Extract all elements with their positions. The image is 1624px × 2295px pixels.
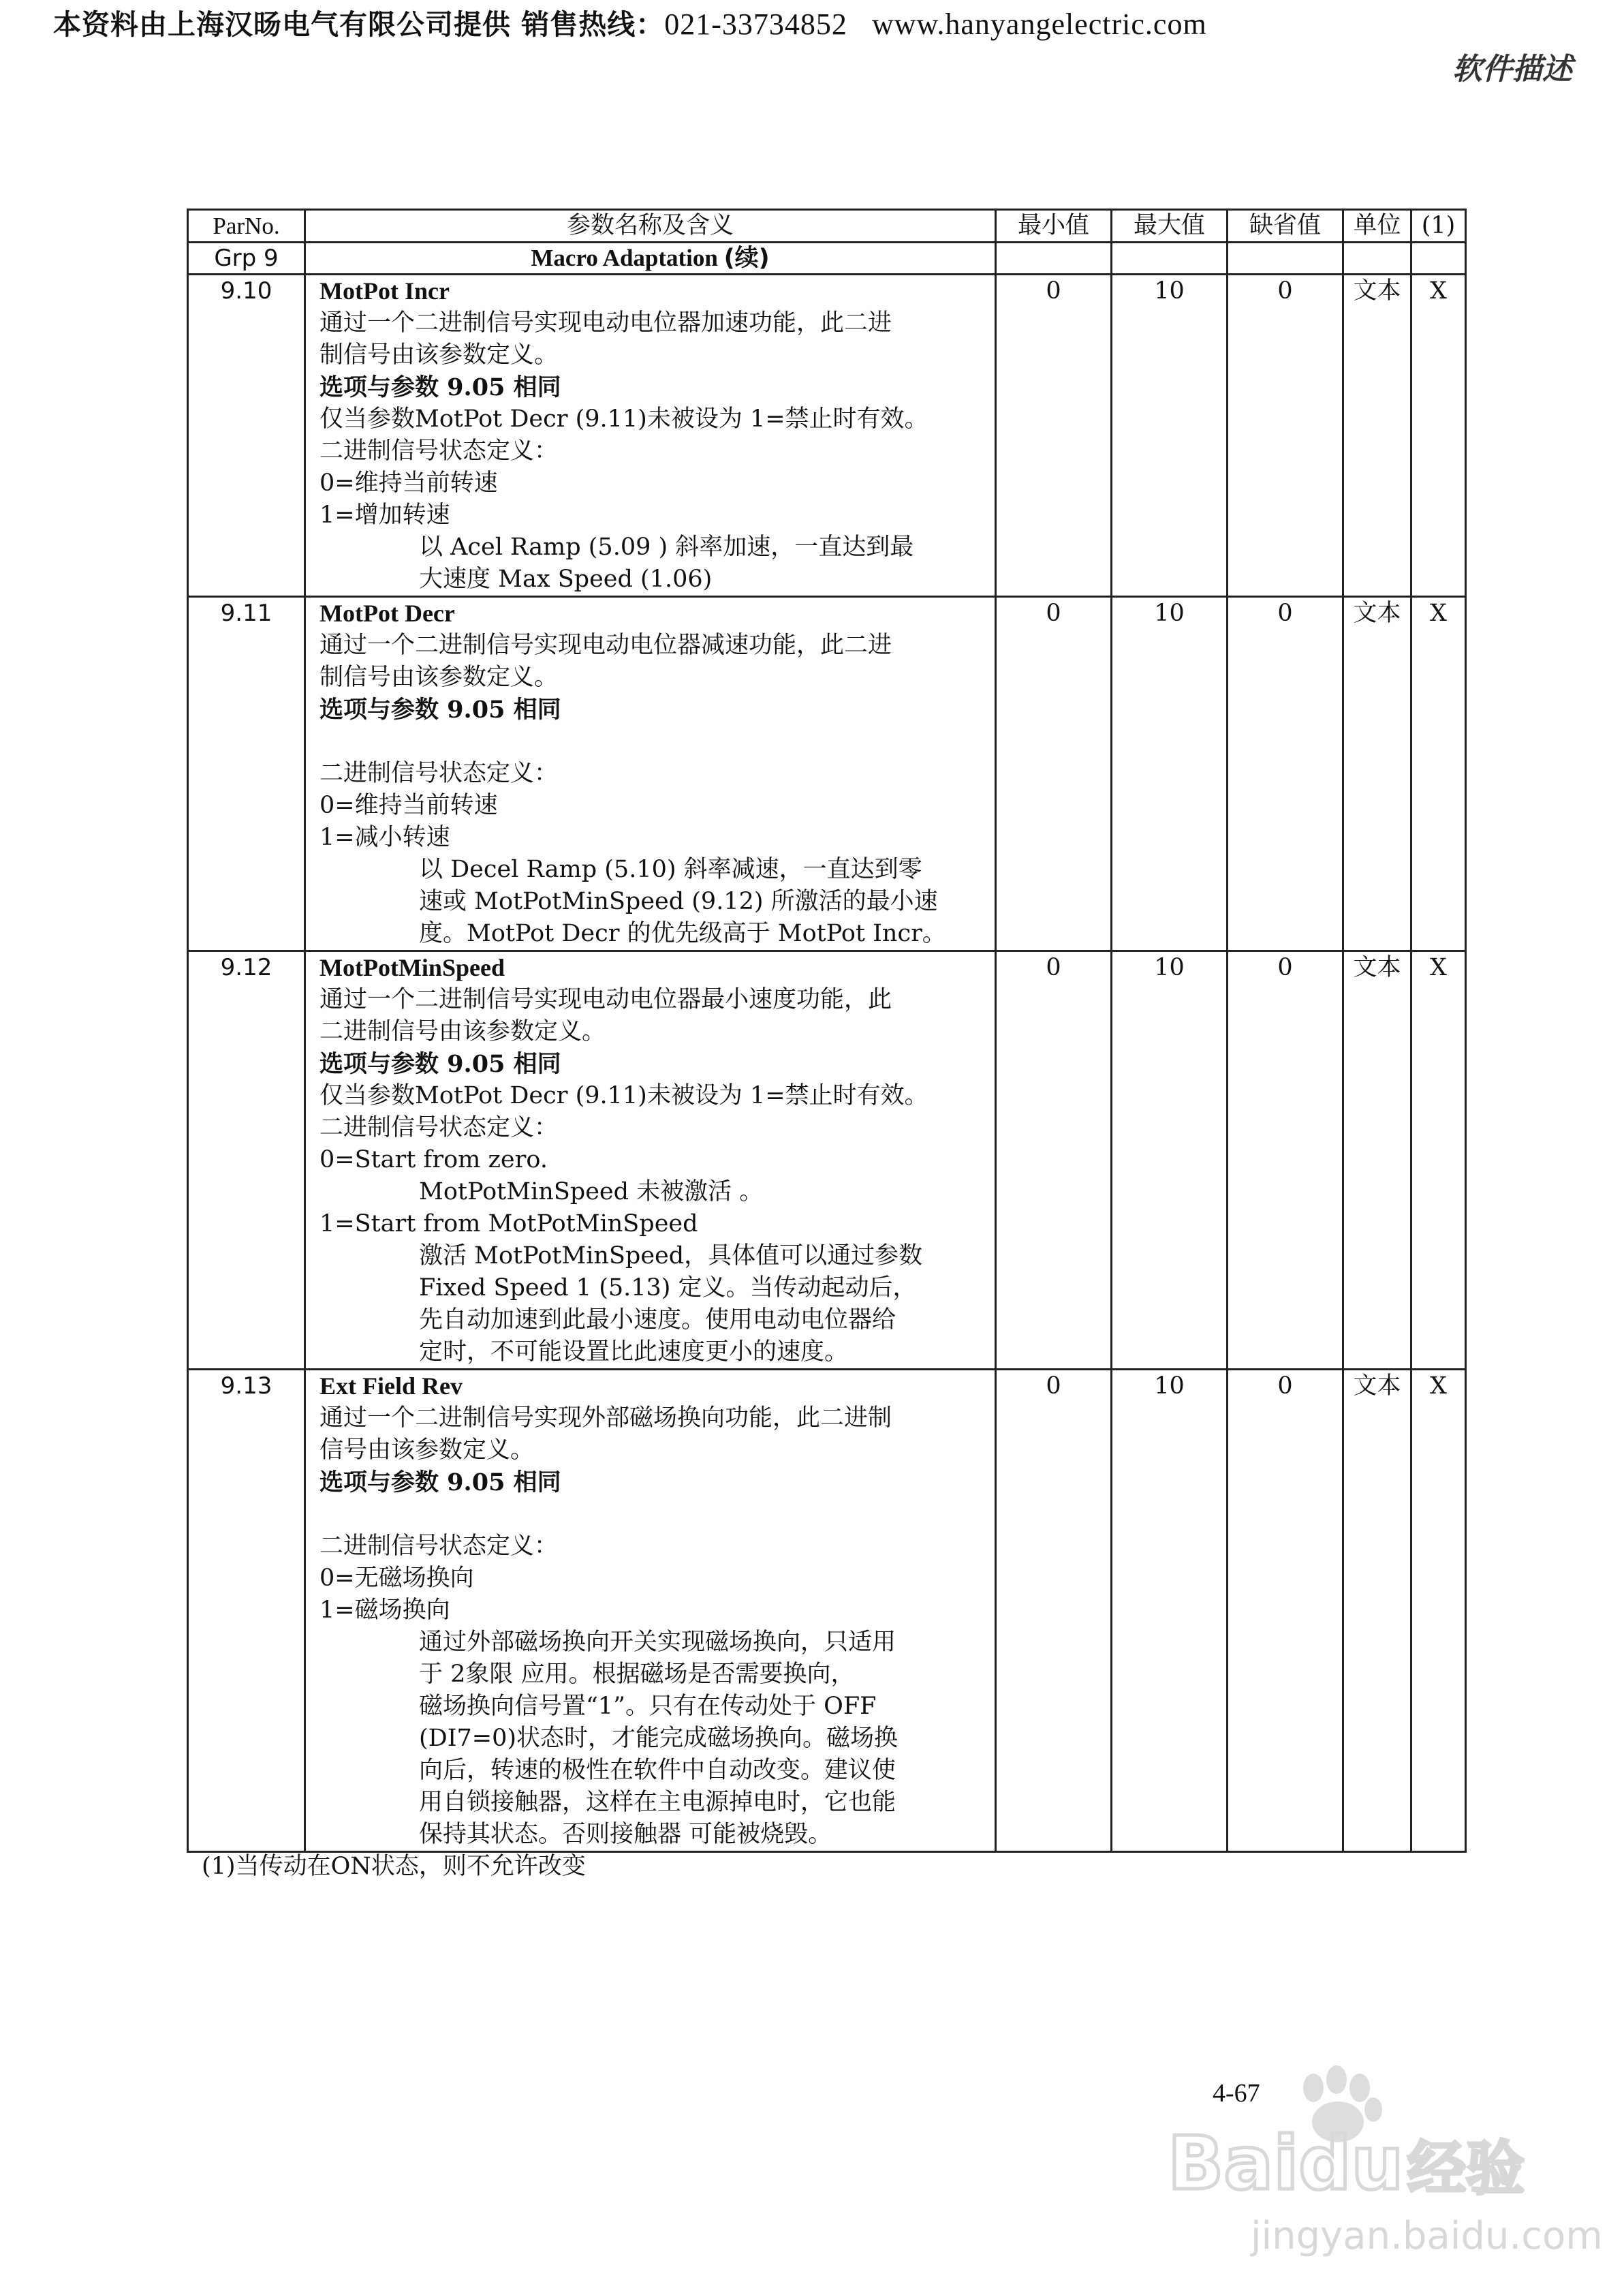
- description-line: 0=Start from zero.: [319, 1146, 548, 1173]
- baidu-jingyan-watermark: [1162, 2059, 1603, 2264]
- description-line: 二进制信号状态定义：: [319, 1532, 559, 1560]
- min-value: 0: [996, 951, 1112, 1370]
- table-row: [188, 1370, 1466, 1852]
- header-website: www.hanyangelectric.com: [871, 7, 1207, 41]
- header-phone: 021-33734852: [664, 7, 847, 41]
- change-flag: X: [1411, 951, 1466, 1370]
- description-line: 仅当参数MotPot Decr (9.11)未被设为 1=禁止时有效。: [319, 405, 928, 433]
- description-line: 选项与参数 9.05 相同: [319, 1050, 561, 1078]
- watermark-url: jingyan.baidu.com: [1251, 2214, 1603, 2258]
- unit-value: 文本: [1343, 275, 1411, 597]
- change-flag: X: [1411, 275, 1466, 597]
- default-value: 0: [1228, 1370, 1343, 1852]
- description-line: 1=Start from MotPotMinSpeed: [319, 1210, 698, 1237]
- parameter-number: 9.10: [188, 275, 305, 597]
- column-header-flag: (1): [1411, 210, 1466, 243]
- description-line: 速或 MotPotMinSpeed (9.12) 所激活的最小速: [419, 888, 938, 915]
- description-line: 先自动加速到此最小速度。使用电动电位器给: [419, 1306, 896, 1334]
- group-row: [188, 243, 1466, 275]
- column-header-min: 最小值: [996, 210, 1112, 243]
- description-line: 二进制信号状态定义：: [319, 437, 559, 465]
- description-line: 以 Acel Ramp (5.09 ) 斜率加速，一直达到最: [419, 534, 914, 561]
- group-number: Grp 9: [188, 243, 305, 275]
- description-line: 1=减小转速: [319, 824, 450, 851]
- column-header-unit: 单位: [1343, 210, 1411, 243]
- max-value: 10: [1112, 275, 1228, 597]
- description-line: 用自锁接触器，这样在主电源掉电时，它也能: [419, 1789, 896, 1816]
- min-value: 0: [996, 597, 1112, 951]
- description-line: 二进制信号由该参数定义。: [319, 1018, 606, 1045]
- max-value: 10: [1112, 951, 1228, 1370]
- table-row: [188, 597, 1466, 951]
- table-row: [188, 951, 1466, 1370]
- table-header-row: [188, 210, 1466, 243]
- description-line: Fixed Speed 1 (5.13) 定义。当传动起动后，: [419, 1274, 917, 1301]
- column-header-default: 缺省值: [1228, 210, 1343, 243]
- change-flag: X: [1411, 1370, 1466, 1852]
- description-line: [319, 726, 984, 758]
- description-line: MotPotMinSpeed 未被激活 。: [419, 1178, 764, 1205]
- parameter-table: [187, 209, 1467, 1853]
- description-line: 1=磁场换向: [319, 1597, 450, 1624]
- description-line: [319, 1498, 984, 1530]
- watermark-logo-cn: 经验: [1407, 2135, 1525, 2203]
- parameter-description: [305, 597, 996, 951]
- description-line: 二进制信号状态定义：: [319, 760, 559, 787]
- unit-value: 文本: [1343, 1370, 1411, 1852]
- description-line: 信号由该参数定义。: [319, 1436, 535, 1464]
- page-number: 4-67: [1213, 2079, 1260, 2108]
- description-line: 0=维持当前转速: [319, 792, 498, 819]
- parameter-number: 9.13: [188, 1370, 305, 1852]
- column-header-parno: ParNo.: [188, 210, 305, 243]
- description-line: 1=增加转速: [319, 502, 450, 529]
- description-line: 选项与参数 9.05 相同: [319, 696, 561, 724]
- description-line: 二进制信号状态定义：: [319, 1114, 559, 1141]
- max-value: 10: [1112, 1370, 1228, 1852]
- table-row: [188, 275, 1466, 597]
- parameter-name: MotPotMinSpeed: [319, 954, 505, 981]
- group-title-en: Macro Adaptation: [531, 245, 718, 271]
- description-line: (DI7=0)状态时，才能完成磁场换向。磁场换: [419, 1725, 899, 1752]
- description-line: 0=维持当前转速: [319, 469, 498, 497]
- unit-value: 文本: [1343, 597, 1411, 951]
- description-line: 通过一个二进制信号实现电动电位器减速功能，此二进: [319, 632, 892, 659]
- min-value: 0: [996, 1370, 1112, 1852]
- description-line: 通过外部磁场换向开关实现磁场换向，只适用: [419, 1629, 896, 1656]
- description-line: 保持其状态。否则接触器 可能被烧毁。: [419, 1821, 832, 1848]
- description-line: 通过一个二进制信号实现外部磁场换向功能，此二进制: [319, 1404, 892, 1432]
- description-line: 制信号由该参数定义。: [319, 664, 559, 691]
- group-title-cn: (续): [723, 245, 770, 272]
- column-header-max: 最大值: [1112, 210, 1228, 243]
- min-value: 0: [996, 275, 1112, 597]
- watermark-logo-text: Baidu: [1168, 2121, 1404, 2206]
- description-line: 0=无磁场换向: [319, 1565, 474, 1592]
- parameter-description: [305, 951, 996, 1370]
- parameter-number: 9.11: [188, 597, 305, 951]
- description-line: 大速度 Max Speed (1.06): [419, 566, 713, 593]
- header-company-text: 本资料由上海汉旸电气有限公司提供 销售热线：: [53, 8, 665, 41]
- description-line: 度。MotPot Decr 的优先级高于 MotPot Incr。: [419, 920, 946, 947]
- max-value: 10: [1112, 597, 1228, 951]
- description-line: 激活 MotPotMinSpeed，具体值可以通过参数: [419, 1242, 923, 1269]
- description-line: 选项与参数 9.05 相同: [319, 1468, 561, 1496]
- parameter-name: MotPot Incr: [319, 277, 450, 305]
- parameter-name: MotPot Decr: [319, 600, 455, 627]
- description-line: 向后，转速的极性在软件中自动改变。建议使: [419, 1757, 896, 1784]
- description-line: 以 Decel Ramp (5.10) 斜率减速，一直达到零: [419, 856, 922, 883]
- column-header-name: 参数名称及含义: [305, 210, 996, 243]
- parameter-description: [305, 275, 996, 597]
- change-flag: X: [1411, 597, 1466, 951]
- default-value: 0: [1228, 951, 1343, 1370]
- description-line: 选项与参数 9.05 相同: [319, 373, 561, 401]
- footnote: (1)当传动在ON状态，则不允许改变: [202, 1853, 586, 1880]
- default-value: 0: [1228, 597, 1343, 951]
- description-line: 仅当参数MotPot Decr (9.11)未被设为 1=禁止时有效。: [319, 1082, 928, 1109]
- description-line: 通过一个二进制信号实现电动电位器加速功能，此二进: [319, 309, 892, 337]
- header-line: [53, 5, 1586, 44]
- default-value: 0: [1228, 275, 1343, 597]
- parameter-number: 9.12: [188, 951, 305, 1370]
- description-line: 通过一个二进制信号实现电动电位器最小速度功能，此: [319, 986, 892, 1013]
- description-line: 磁场换向信号置“1”。只有在传动处于 OFF: [419, 1693, 877, 1720]
- section-label: 软件描述: [1452, 52, 1572, 87]
- group-title: [305, 243, 996, 275]
- description-line: 制信号由该参数定义。: [319, 341, 559, 369]
- description-line: 于 2象限 应用。根据磁场是否需要换向，: [419, 1661, 855, 1688]
- parameter-description: [305, 1370, 996, 1852]
- description-line: 定时，不可能设置比此速度更小的速度。: [419, 1338, 849, 1366]
- unit-value: 文本: [1343, 951, 1411, 1370]
- parameter-name: Ext Field Rev: [319, 1372, 463, 1400]
